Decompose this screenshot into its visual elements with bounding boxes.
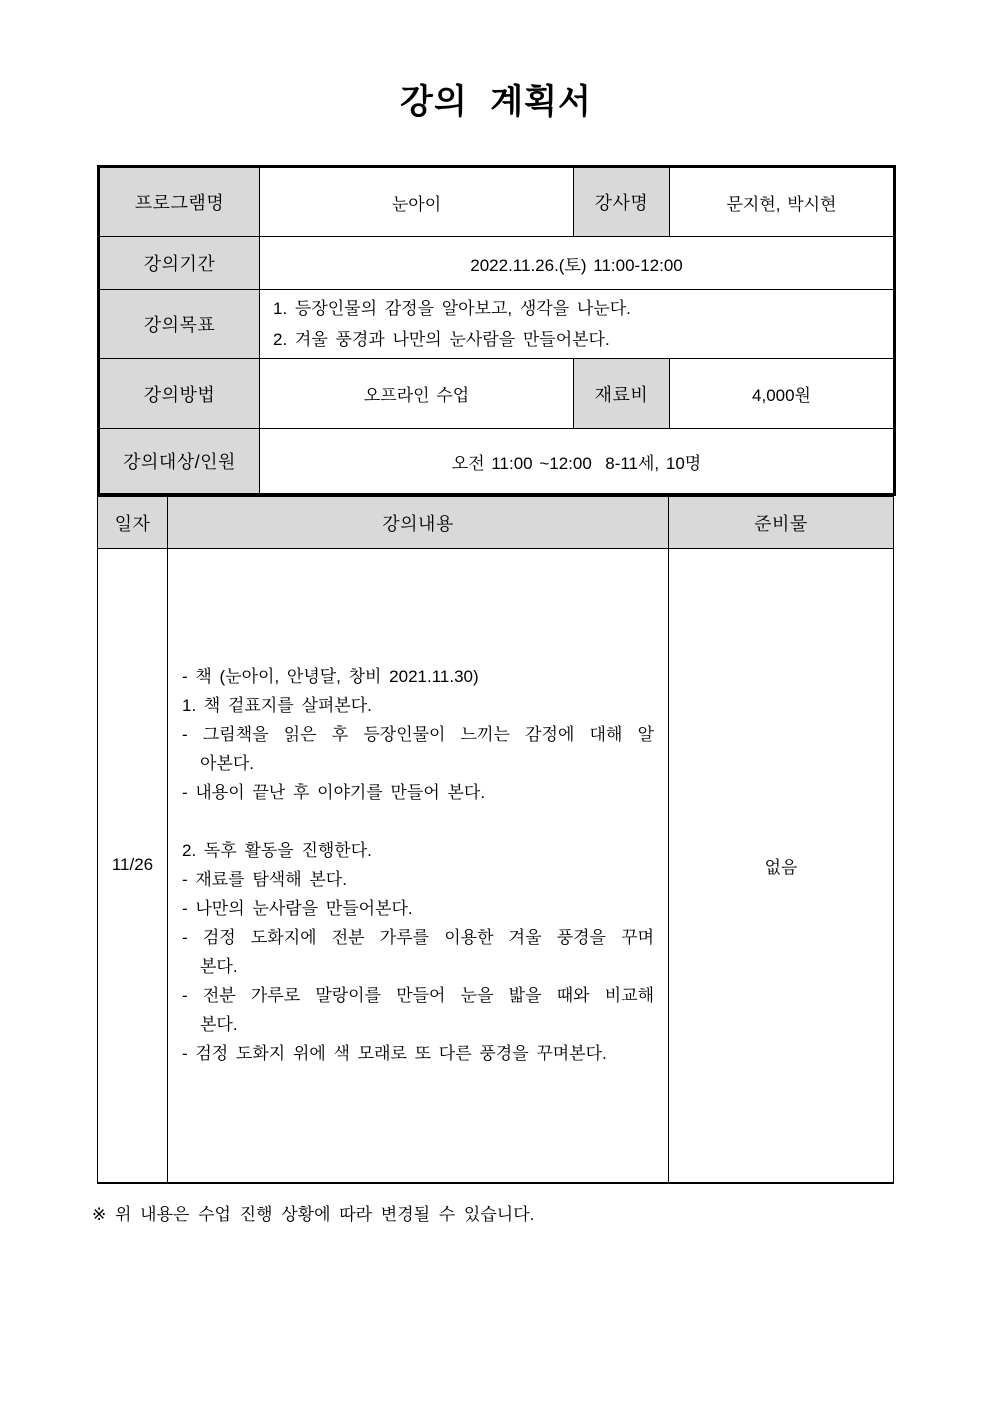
- content-line: - 그림책을 읽은 후 등장인물이 느끼는 감정에 대해 알: [182, 725, 654, 745]
- schedule-materials: 없음: [669, 549, 894, 1183]
- content-line: 2. 독후 활동을 진행한다.: [182, 841, 372, 861]
- schedule-table: [97, 496, 894, 1184]
- content-line: - 내용이 끝난 후 이야기를 만들어 본다.: [182, 783, 486, 803]
- table-row: [99, 290, 895, 359]
- table-row: [99, 429, 895, 495]
- period-value: 2022.11.26.(토) 11:00-12:00: [260, 237, 895, 290]
- table-row: [99, 167, 895, 237]
- instructor-label: 강사명: [574, 167, 670, 237]
- content-column-header: 강의내용: [168, 497, 669, 549]
- content-line: - 책 (눈아이, 안녕달, 창비 2021.11.30): [182, 667, 479, 687]
- date-column-header: 일자: [98, 497, 168, 549]
- fee-label: 재료비: [574, 359, 670, 429]
- audience-value: 오전 11:00 ~12:00 8-11세, 10명: [260, 429, 895, 495]
- materials-column-header: 준비물: [669, 497, 894, 549]
- schedule-header-row: [98, 497, 894, 549]
- content-line: 1. 책 겉표지를 살펴본다.: [182, 696, 372, 716]
- objective-line-2: 2. 겨울 풍경과 나만의 눈사람을 만들어본다.: [273, 330, 610, 349]
- objective-line-1: 1. 등장인물의 감정을 알아보고, 생각을 나눈다.: [273, 299, 631, 318]
- content-line: - 검정 도화지에 전분 가루를 이용한 겨울 풍경을 꾸며: [182, 928, 654, 948]
- schedule-content: [168, 549, 669, 1183]
- content-line: - 전분 가루로 말랑이를 만들어 눈을 밟을 때와 비교해: [182, 986, 654, 1006]
- program-name-value: 눈아이: [260, 167, 574, 237]
- method-label: 강의방법: [99, 359, 260, 429]
- objective-label: 강의목표: [99, 290, 260, 359]
- schedule-row: [98, 549, 894, 1183]
- audience-label: 강의대상/인원: [99, 429, 260, 495]
- content-line-blank: [182, 807, 654, 836]
- content-line: - 재료를 탐색해 본다.: [182, 870, 347, 890]
- schedule-date: 11/26: [98, 549, 168, 1183]
- method-value: 오프라인 수업: [260, 359, 574, 429]
- fee-value: 4,000원: [670, 359, 895, 429]
- content-line: 본다.: [200, 957, 238, 977]
- instructor-value: 문지현, 박시현: [670, 167, 895, 237]
- course-info-table: [97, 165, 896, 496]
- table-row: [99, 237, 895, 290]
- content-line: 아본다.: [200, 754, 254, 774]
- content-line: - 나만의 눈사람을 만들어본다.: [182, 899, 413, 919]
- program-name-label: 프로그램명: [99, 167, 260, 237]
- objective-value: [260, 290, 895, 359]
- page-title: 강의 계획서: [400, 83, 592, 121]
- content-line: 본다.: [200, 1015, 238, 1035]
- table-row: [99, 359, 895, 429]
- period-label: 강의기간: [99, 237, 260, 290]
- footnote: ※ 위 내용은 수업 진행 상황에 따라 변경될 수 있습니다.: [92, 1205, 535, 1224]
- content-line: - 검정 도화지 위에 색 모래로 또 다른 풍경을 꾸며본다.: [182, 1044, 607, 1064]
